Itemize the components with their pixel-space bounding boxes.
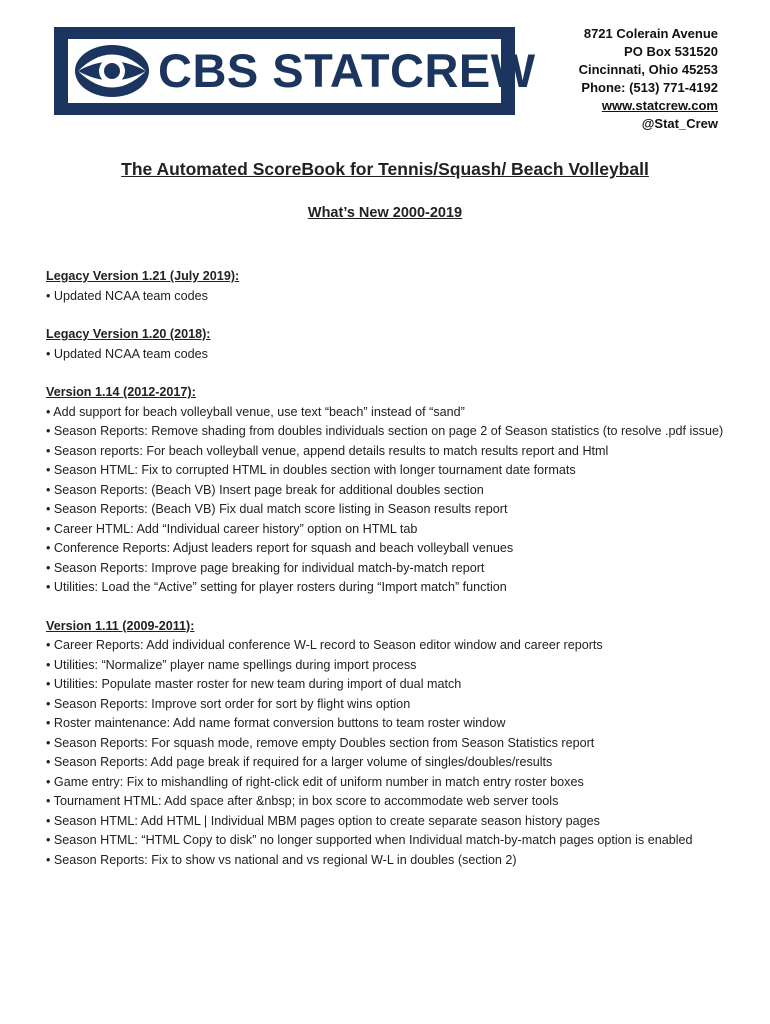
change-item: • Updated NCAA team codes [46, 346, 208, 361]
change-item: • Updated NCAA team codes [46, 288, 208, 303]
change-item: • Career Reports: Add individual conference W-L record to Season editor window and career reports [46, 638, 603, 652]
change-item: • Season Reports: Improve sort order for sort by flight wins option [46, 696, 411, 711]
change-item: • Season HTML: Add HTML | Individual MBM pages option to create separate season history pages [46, 813, 600, 828]
release-notes [46, 267, 736, 889]
change-item: • Season Reports: Improve page breaking for individual match-by-match report [46, 560, 485, 575]
change-item: • Season Reports: (Beach VB) Fix dual match score listing in Season results report [46, 502, 508, 516]
logo-inner-panel [68, 39, 536, 103]
change-item: • Roster maintenance: Add name format conversion buttons to team roster window [46, 716, 506, 730]
version-heading: Version 1.11 (2009-2011): [46, 618, 195, 633]
version-heading: Version 1.14 (2012-2017): [46, 385, 196, 399]
document-title: The Automated ScoreBook for Tennis/Squash/ Beach Volleyball [121, 159, 649, 179]
change-item: • Season reports: For beach volleyball venue, append details results to match results report and Html [46, 443, 609, 458]
change-item: • Career HTML: Add “Individual career history” option on HTML tab [46, 521, 418, 536]
change-item: • Season Reports: (Beach VB) Insert page break for additional doubles section [46, 482, 484, 497]
version-heading: Legacy Version 1.20 (2018): [46, 327, 211, 341]
change-item: • Tournament HTML: Add space after &nbsp; in box score to accommodate web server tools [46, 794, 559, 808]
logo-wordmark: CBS STATCREW [158, 44, 536, 97]
company-address [579, 25, 718, 133]
address-phone: Phone: (513) 771-4192 [581, 80, 718, 95]
change-item: • Game entry: Fix to mishandling of right-click edit of uniform number in match entry roster boxes [46, 774, 584, 789]
version-section [46, 617, 736, 871]
version-section [46, 383, 736, 598]
website-link[interactable]: www.statcrew.com [601, 98, 718, 113]
change-item: • Utilities: Load the “Active” setting for player rosters during “Import match” function [46, 580, 507, 594]
change-item: • Conference Reports: Adjust leaders report for squash and beach volleyball venues [46, 541, 514, 555]
change-item: • Season Reports: Fix to show vs national and vs regional W-L in doubles (section 2) [46, 852, 517, 867]
address-city: Cincinnati, Ohio 45253 [578, 62, 718, 77]
cbs-statcrew-logo [54, 27, 536, 115]
change-item: • Season Reports: Remove shading from doubles individuals section on page 2 of Season statistics (to resolve .pdf issue) [46, 424, 724, 438]
address-po-box: PO Box 531520 [624, 44, 718, 59]
cbs-eye-icon [72, 42, 152, 100]
change-item: • Season HTML: Fix to corrupted HTML in doubles section with longer tournament date formats [46, 463, 576, 477]
change-item: • Season HTML: “HTML Copy to disk” no longer supported when Individual match-by-match pages option is enabled [46, 833, 693, 847]
change-item: • Season Reports: For squash mode, remove empty Doubles section from Season Statistics report [46, 735, 595, 750]
version-heading: Legacy Version 1.21 (July 2019): [46, 269, 240, 283]
document-subtitle: What’s New 2000-2019 [307, 205, 463, 221]
version-section [46, 267, 736, 306]
version-section [46, 325, 736, 364]
change-item: • Add support for beach volleyball venue, use text “beach” instead of “sand” [46, 404, 465, 419]
change-item: • Season Reports: Add page break if required for a larger volume of singles/doubles/results [46, 755, 553, 769]
change-item: • Utilities: “Normalize” player name spellings during import process [46, 657, 417, 672]
twitter-handle: @Stat_Crew [641, 116, 718, 131]
change-item: • Utilities: Populate master roster for new team during import of dual match [46, 677, 462, 691]
address-street: 8721 Colerain Avenue [583, 26, 718, 41]
